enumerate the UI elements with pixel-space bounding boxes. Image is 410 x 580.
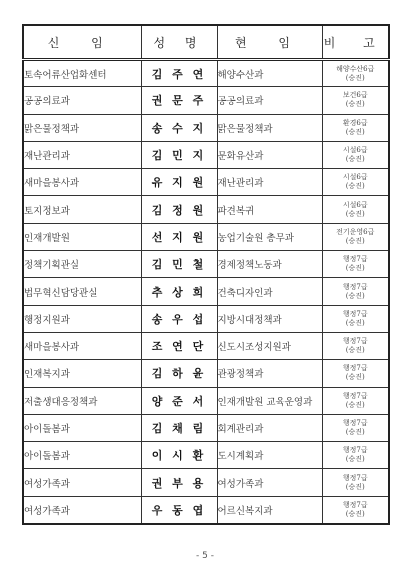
table-row xyxy=(23,469,389,496)
cell-name: 권 문 주 xyxy=(141,87,217,114)
note-rank: 행정7급 xyxy=(342,364,368,373)
header-name: 성 명 xyxy=(141,25,217,60)
table-row xyxy=(23,332,389,359)
cell-current-post: 어르신복지과 xyxy=(217,496,322,523)
cell-name: 김 민 지 xyxy=(141,141,217,168)
note-rank: 시설6급 xyxy=(342,146,368,155)
table-row xyxy=(23,278,389,305)
cell-new-post: 새마을봉사과 xyxy=(23,332,141,359)
cell-current-post: 맑은물정책과 xyxy=(217,114,322,141)
note-type: (승진) xyxy=(345,127,365,136)
table-row xyxy=(23,60,389,87)
note-type: (승진) xyxy=(345,236,365,245)
note-rank: 행정7급 xyxy=(342,255,368,264)
cell-note xyxy=(322,114,389,141)
cell-current-post: 재난관리과 xyxy=(217,169,322,196)
note-rank: 행정7급 xyxy=(342,282,368,291)
cell-new-post: 토속어류산업화센터 xyxy=(23,60,141,87)
cell-name: 추 상 희 xyxy=(141,278,217,305)
cell-new-post: 법무혁신담당관실 xyxy=(23,278,141,305)
note-rank: 시설6급 xyxy=(342,173,368,182)
cell-name: 김 주 연 xyxy=(141,60,217,87)
note-rank: 환경6급 xyxy=(342,118,368,127)
cell-new-post: 토지정보과 xyxy=(23,196,141,223)
note-type: (승진) xyxy=(345,482,365,491)
cell-note xyxy=(322,496,389,523)
table-row xyxy=(23,360,389,387)
cell-note xyxy=(322,87,389,114)
table-header-row xyxy=(23,25,389,60)
cell-new-post: 새마을봉사과 xyxy=(23,169,141,196)
cell-new-post: 여성가족과 xyxy=(23,469,141,496)
cell-note xyxy=(322,169,389,196)
cell-current-post: 관광정책과 xyxy=(217,360,322,387)
cell-current-post: 지방시대정책과 xyxy=(217,305,322,332)
cell-note xyxy=(322,278,389,305)
table-row xyxy=(23,414,389,441)
cell-current-post: 문화유산과 xyxy=(217,141,322,168)
cell-new-post: 행정지원과 xyxy=(23,305,141,332)
cell-name: 우 동 엽 xyxy=(141,496,217,523)
cell-current-post: 회계관리과 xyxy=(217,414,322,441)
note-type: (승진) xyxy=(345,73,365,82)
table-row xyxy=(23,496,389,523)
note-type: (승진) xyxy=(345,509,365,518)
cell-new-post: 저출생대응정책과 xyxy=(23,387,141,414)
cell-note xyxy=(322,332,389,359)
cell-new-post: 인재복지과 xyxy=(23,360,141,387)
cell-note xyxy=(322,305,389,332)
note-rank: 행정7급 xyxy=(342,446,368,455)
cell-name: 권 부 용 xyxy=(141,469,217,496)
cell-note xyxy=(322,196,389,223)
cell-current-post: 도시계획과 xyxy=(217,442,322,469)
personnel-table xyxy=(22,24,390,525)
note-rank: 보건6급 xyxy=(342,91,368,100)
cell-new-post: 아이돌봄과 xyxy=(23,414,141,441)
cell-new-post: 맑은물정책과 xyxy=(23,114,141,141)
cell-name: 선 지 원 xyxy=(141,223,217,250)
note-type: (승진) xyxy=(345,291,365,300)
note-rank: 행정7급 xyxy=(342,419,368,427)
table-row xyxy=(23,114,389,141)
table-row xyxy=(23,223,389,250)
note-rank: 시설6급 xyxy=(342,200,368,209)
table-row xyxy=(23,87,389,114)
cell-note xyxy=(322,469,389,496)
document-page xyxy=(22,24,388,525)
note-rank: 행정7급 xyxy=(342,337,368,346)
cell-new-post: 정책기획관실 xyxy=(23,251,141,278)
table-row xyxy=(23,442,389,469)
cell-name: 유 지 원 xyxy=(141,169,217,196)
cell-new-post: 공공의료과 xyxy=(23,87,141,114)
cell-note xyxy=(322,251,389,278)
cell-current-post: 신도시조성지원과 xyxy=(217,332,322,359)
note-type: (승진) xyxy=(345,209,365,218)
note-rank: 전기운영6급 xyxy=(336,227,375,236)
cell-note xyxy=(322,60,389,87)
cell-current-post: 농업기술원 총무과 xyxy=(217,223,322,250)
note-rank: 해양수산6급 xyxy=(336,64,375,73)
cell-current-post: 경제정책노동과 xyxy=(217,251,322,278)
cell-name: 송 수 지 xyxy=(141,114,217,141)
table-row xyxy=(23,141,389,168)
note-type: (승진) xyxy=(345,428,365,436)
cell-current-post: 여성가족과 xyxy=(217,469,322,496)
note-type: (승진) xyxy=(345,346,365,355)
table-row xyxy=(23,251,389,278)
cell-current-post: 인재개발원 교육운영과 xyxy=(217,387,322,414)
cell-name: 김 채 림 xyxy=(141,414,217,441)
table-row xyxy=(23,387,389,414)
cell-name: 김 하 윤 xyxy=(141,360,217,387)
cell-new-post: 재난관리과 xyxy=(23,141,141,168)
cell-name: 송 우 섭 xyxy=(141,305,217,332)
cell-name: 김 민 철 xyxy=(141,251,217,278)
note-type: (승진) xyxy=(345,455,365,464)
note-rank: 행정7급 xyxy=(342,500,368,509)
cell-current-post: 건축디자인과 xyxy=(217,278,322,305)
cell-name: 김 정 원 xyxy=(141,196,217,223)
note-rank: 행정7급 xyxy=(342,473,368,482)
cell-note xyxy=(322,141,389,168)
note-type: (승진) xyxy=(345,182,365,191)
header-current-post: 현 임 xyxy=(217,25,322,60)
cell-new-post: 여성가족과 xyxy=(23,496,141,523)
cell-current-post: 파견복귀 xyxy=(217,196,322,223)
table-row xyxy=(23,305,389,332)
note-type: (승진) xyxy=(345,264,365,273)
note-rank: 행정7급 xyxy=(342,309,368,318)
note-type: (승진) xyxy=(345,155,365,164)
page-number: - 5 - xyxy=(196,551,214,561)
table-row xyxy=(23,169,389,196)
note-type: (승진) xyxy=(345,100,365,109)
cell-name: 이 시 환 xyxy=(141,442,217,469)
note-type: (승진) xyxy=(345,373,365,382)
cell-note xyxy=(322,360,389,387)
cell-current-post: 해양수산과 xyxy=(217,60,322,87)
table-row xyxy=(23,196,389,223)
cell-name: 양 준 서 xyxy=(141,387,217,414)
cell-note xyxy=(322,442,389,469)
header-note: 비 고 xyxy=(322,25,389,60)
header-new-post: 신 임 xyxy=(23,25,141,60)
note-rank: 행정7급 xyxy=(342,391,368,400)
cell-name: 조 연 단 xyxy=(141,332,217,359)
cell-new-post: 인재개발원 xyxy=(23,223,141,250)
cell-current-post: 공공의료과 xyxy=(217,87,322,114)
cell-note xyxy=(322,387,389,414)
note-type: (승진) xyxy=(345,400,365,409)
cell-note xyxy=(322,223,389,250)
note-type: (승진) xyxy=(345,318,365,327)
cell-new-post: 아이돌봄과 xyxy=(23,442,141,469)
table-body xyxy=(23,60,389,524)
cell-note xyxy=(322,414,389,441)
